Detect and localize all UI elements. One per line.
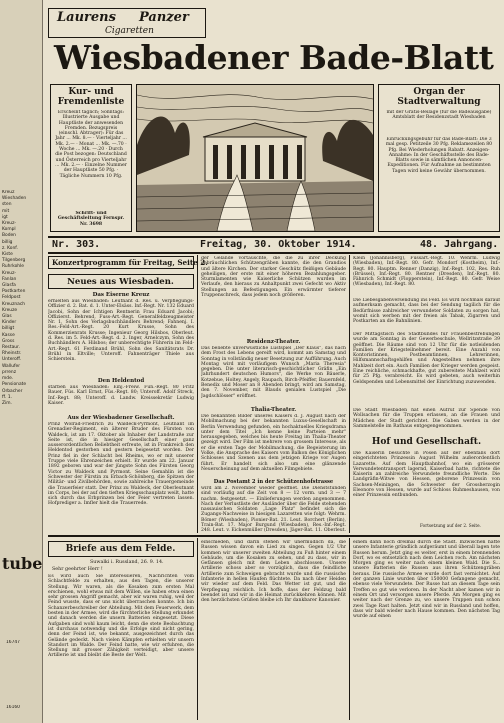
thalia-theater-title: Thalia-Theater. xyxy=(250,407,297,413)
left-margin-word: z. Konf. xyxy=(2,245,18,251)
letter-dateline: Suwalki i. Russland, 26. 9. 14. xyxy=(90,560,164,565)
left-margin-word: Tilgenberg xyxy=(2,258,26,264)
left-margin-word: sten xyxy=(2,202,12,208)
left-margin-word: Postkarten xyxy=(2,289,26,295)
col3-lunch-text: Der Mittagstisch des Stadtbundes für Frauenbestrebungen wurde am Sonntag in der Gewerbeschule, Wellritzstraße 39 geöffnet. Die Räume sind von 12 Uhr für die notleidenden Familien der Kriegsteilnehmer bereit. Eine Anzahl von Kontoristinnen, Postbeamtinnen, Lehrerinnen, Hilfsmannschaftsgehilfen und Angestellten nehmen ihre Mahlzeit dort ein. Auch Familien der Krieger werden gespeist. Eine reichliche, schmackhafte, gut zubereitete Mahlzeit wird für 25 Pfg. verabreicht. Es wird gebeten, auch weiterhin Geldspenden und Lebensmittel der Einrichtung zuzuwenden. xyxy=(353,332,500,385)
section-iron-cross-text: erhielten aus Wiesbaden: Leutnant d. Res. u. Verpflegungs-Offizier d. 2. Bat. d. 1. Unter-Elsäss. Inf.-Regt. Nr. 132 Eduard Jacobi, Sohn der Ichtigen Rentnerin Frau Eduard Jacobi; Offizierst. Behrend, Fuss-Art.-Regt. Generalfeldzeugmeister Nr. 1, Sohn des Verlagsbuchhändlers Behrend; Fahnenj. I. Res.-Feld-Art.-Regt. 20 Kurt Krusse, Sohn des Kommerzienrats Krusse; Ingenieur Georg Hilsbos, Oberleut. d. Res. im 5. Feld-Art.-Regt. d. 2. Inger, Arnelczym, Sohn des Buchhändlers A. Hilsbos; der unberechtigte Führerin im Feld-Art.-Regt. 61 Ferdinand Brühl, Sohn des Sanitätsrats Dr. Brühl in Eltville; Unteroff. Fahnenträger Thiele aus Schierstein. xyxy=(48,299,194,363)
section-society-title: Aus der Wiesbadener Gesellschaft. xyxy=(67,415,175,421)
col3-wool-text: Die Stadt Wiesbaden hat einen Aufruf zur Spende von Wollsachen für die Truppen erlassen, an die Frauen und Mädchen der Stadt gerichtet. Die Gaben werden in der Sammelstelle im Rathaus entgegengenommen. xyxy=(353,408,500,429)
thalia-theater-text: Die bekannten Bilder unseres Kaisers d. J. August nach der Mobilmachung bei der bekannten Luxus-Gesellschaft in Berlin Verwendung gefunden, ein hochaktuelles Kriegsdrama unter dem Titel „Ich kenne keine Parteien mehr" herausgegeben, welches bis heute Freitag im Thalia-Theater gezeigt wird. Der Film ist mehrere von grossem Interesse, als er die ersten Tage der Mobilmachung, die Begeisterung im Volke, die Ansprache des Kaisers vom Balkon des Königlichen Schlosses und Szenen aus dem jetzigen Kriege vor Augen führt. Er handelt sich also um eine glänzende Neuerscheinung auf dem aktuellen Filmgebiete. xyxy=(201,414,346,472)
left-margin-word: Rheinstr. xyxy=(2,351,22,357)
left-margin-word: ff. 1. xyxy=(2,394,13,400)
left-margin-word: Kiste xyxy=(2,252,13,258)
left-margin-word: Kreuz xyxy=(2,190,15,195)
margin-bottom-number: 16160 xyxy=(6,705,20,710)
ad-brand-right: Panzer xyxy=(139,10,189,25)
section-iron-cross-title: Das Eiserne Kreuz xyxy=(92,292,150,298)
left-margin-word: Kinder xyxy=(2,320,17,326)
issue-date: Freitag, 30. Oktober 1914. xyxy=(200,239,357,250)
letter-continuation-mid: einschieden, und darin stehen wir unermüdlich da, die Russen wissen davon ein Lied zu singen. Gegen 1/2 Uhr kommen wir unserer zweiten Abteilung zu Fuß hinter einem Gebäude, um die Kosaken zu sehen, und zu dass, wir in Gefänsen gleich mit dem Leben abschlossen. Unsere Artillerie schoss aber so vorzüglich, dass die feindliche Artillerie zum Schweigen gebracht wurde und die russische Infanterie in hellen Haufen flüchtete. Da nach über Heiden wir wieder auf dem Feld. Das Wetter ist gut, und die Verpflegung reichlich. Ich hoffe, dass der Feldzug bald beendet ist und wir in die Heimat zurückkehren können. Mit den herzlichsten Grüßen bleibe ich Ihr dankbarer Kanonier. xyxy=(201,540,346,604)
letter-continuation-right: einem dann noch dreimal durch die Stadt. Inzwischen hatte unsere Infanterie gründlich aufgeräumt und überall lagen tote Russen herum. Jetzt ging es weiter, erst in einem brennenden Dorf, wo es entsetzlich nach dem Leichen roch. Am nächsten Morgen ging es weiter nach einem kleinen Wald. Die S... unsere Batterien die Russen aus ihren Schützengräben heraus. Die russische Armee wurde dort fast vernichtet. Auf der ganzen Linie wurden über 150000 Gefangene gemacht, ebenso viele Verwundete. Der Russe hat an diesem Tage sein Treffen so gut wie verloren. In der Nacht aber kamen wir in einem Ort und versorgen unsere Pferde. Am Morgen ging es weiter nach der Grenze zu, wo unsere Truppen nun schon zwei Tage Rast halten. Jetzt sind wir in Russland und hoffen, dass wir bald wieder nach Hause kommen. Den nächsten Tag wurde auf einen xyxy=(353,540,500,620)
lower-divider-2 xyxy=(349,538,350,720)
issue-bar-bottom-rule xyxy=(48,252,500,254)
masthead-title: Wiesbadener Bade-Blatt xyxy=(54,38,494,77)
section-heldentod-text: starben aus Wiesbaden: Einj.-Freiw. Fün.-Regt. 80 Fritz Bauer, Füs. Karl Ernst, Füs.-Regt. 80; Unteroff. Adolf Streck, Inf.-Regt. 88; Unteroff. d. Landw. Kreissekretär Ludwig Kaiser. xyxy=(48,385,194,406)
concert-program-label: Konzertprogramm für Freitag, Seite 2. xyxy=(52,258,208,267)
left-margin-word: Kreuznach xyxy=(2,301,26,307)
residenz-theater-title: Residenz-Theater. xyxy=(246,339,301,345)
left-margin-word: Restaur. xyxy=(2,345,20,351)
left-margin-word: mit xyxy=(2,208,10,214)
letter-text: Es wird auch Sie interessieren, Nachrichten vom Schlachtfelde zu erhalten, aus den Tagen, die unserer Stellung. Wir waren, als die Kosaken zum ersten Mal erschienen, wohl etwas mit dem Willen, sie haben etwa einen sehr grossen Angriff gemacht, aber wir waren ruhig, weil der Feind wusste, dass er uns nicht überraschen konnte. Ich bin Schanzerbeschreiber der Abteilung. Mit dem Feuerwerk, dem besten in der Armee, wird die fürchterliche Stellung erkundet und danach werden die unsern Batterien eingesetzt. Diese Aufgaben sind wohl kaum leicht, denn die stete Beobachtung ist durchaus notwendig und die Erfolge sind nicht gering, denn der Feind ist, wie bekannt, ausgezeichnet durch das Gelände gedeckt. Nach vielen Kämpfen erhielten wir unsern Standort im Walde. Der Feind hatte, wie wir erfuhren, die Stellung mit grosser Zähigkeit verteidigt, aber unsere Artillerie ist und bleibt die Beste der Welt. xyxy=(48,574,194,659)
left-margin-word: Feldpost xyxy=(2,295,21,301)
left-margin-word: Kreuz- xyxy=(2,270,16,276)
news-heading-box xyxy=(48,274,194,289)
left-margin-word: Zim. xyxy=(2,400,12,406)
issue-volume: 48. Jahrgang. xyxy=(420,239,499,250)
left-margin-word: Wieshaden xyxy=(2,196,27,202)
margin-divider xyxy=(42,0,43,723)
right-panel-text: Einrückungsgebühr für das Bade-Blatt: Die 3 mal gesp. Petitzeile 30 Pfg. Reklamezeilen 80 Pfg. Bei Wiederholungen Rabatt. Anzeigen-Annahme: In der Geschäftsstelle des Bade-Blatts sowie in sämtlichen Annoncen-Expeditionen. Für Aufnahme an bestimmten Tagen wird keine Gewähr übernommen. xyxy=(385,137,493,174)
left-margin-text xyxy=(2,190,40,490)
news-heading: Neues aus Wiesbaden. xyxy=(67,277,174,287)
mid-separator xyxy=(48,535,500,537)
section-heldentod-title: Den Heldentod xyxy=(97,378,145,384)
col2-opening-text: der Gelände vortäuschte, die die zu ihrer Deckung gebräuchlichen Schützengräben kannte, die den Grandios und ältere Kirchen. Der starker Geschütz fleißigen Gebäude geheiligen, der erste mit einer höheren Bezahlungsgeber. Sturmlamenten wie Kaiserliche Schützen wurden im Verlaufe, den hieraus zu Anhaltpunkt zwei Gefecht wo Aktiv Stellungen an Befestigungen. Ein erwärmter tieferer Truppenschreck, dass jedem noch größeren. xyxy=(201,256,346,299)
left-margin-word: Glasfa xyxy=(2,283,16,289)
left-margin-word: Wallufer xyxy=(2,363,21,369)
left-margin-word: mde. xyxy=(2,376,14,382)
concert-program-banner[interactable] xyxy=(48,256,208,269)
left-margin-word: Kasse xyxy=(2,332,15,338)
left-margin-word: Kreuze xyxy=(2,307,18,313)
left-margin-word: billigt xyxy=(2,326,15,332)
left-info-panel xyxy=(50,84,132,232)
col3-casualty-list: Klein (Johannisberg), Fussart.-Regt. 10. Wehrm. Ludwig (Wiesbaden), Inf.-Regt. 80. Gefr. Mondorf (Kostheim), Inf.-Regt. 80. Hauptm. Renner (Danzig), Inf.-Regt. 102, Res. Ruh (Brüssel), Inf.-Regt. 80. Rentner (Dresden), Inf.-Regt. 80. Fähnrich Schmidt (Flopperstein), Inf.-Regt. 80. Gefr. Weise (Wiesbaden), Inf.-Regt. 80. xyxy=(353,256,500,288)
letters-heading-box xyxy=(48,541,194,557)
column-divider-1 xyxy=(197,255,198,533)
left-margin-word: Ruhrkohle xyxy=(2,264,24,270)
column-divider-2 xyxy=(349,255,350,533)
left-panel-footer: Schrift- und Geschäftsleitung Fernspr. Nr. 3698 xyxy=(57,211,125,227)
left-panel-text: Erscheint täglich; Sonntags: Illustrierte Ausgabe und Hauptliste der anwesenden Fremden. Bezugspreis (einschl. Abtrager): Für das Jahr ... Mk. 8.— · Vierteljahr ... Mk. 2.— · Monat ... Mk. —.70 · Woche ... Mk. —.20 · Durch die Post bezogen: Deutschland und Österreich pro Vierteljahr ... Mk. 2.— · Einzelne Nummer der Hauptliste 50 Pfg. · Tägliche Nummern 10 Pfg. xyxy=(55,110,127,179)
left-margin-word: Pensionate xyxy=(2,382,27,388)
left-margin-word: Boden xyxy=(2,233,16,239)
left-margin-word: billig xyxy=(2,239,13,245)
left-margin-word: prrenz xyxy=(2,369,17,375)
margin-mid-number: 16747 xyxy=(6,640,20,645)
left-margin-word: Unteroff. xyxy=(2,357,22,363)
left-margin-word: Orbacher xyxy=(2,388,23,394)
kurhaus-illustration xyxy=(136,84,374,232)
postamt-title: Das Postamt 2 in der Schützenhofstrasse xyxy=(213,479,334,485)
ad-banner[interactable] xyxy=(48,8,206,38)
letters-heading: Briefe aus dem Felde. xyxy=(65,544,176,554)
ad-brand-sub: Cigaretten xyxy=(105,26,154,36)
residenz-theater-text: Das beliebte unverwüstliche Lustspiel „Der Klaus", das nach dem Frost des Lebens gereift wird, kommt am Samstag und Sonntag in vollständig neuer Besetzung zur Aufführung. Auch Montag wird mit vorläufigem Wunsch „Maria Theresia" gegeben. Die unter literarisch-geschichtlicher Gräfin „Ein Jahrhundert deutschen Humors", die Werke von Bäuerle, Kotzebue, Holtey, Angely, Raupach, Birch-Pfeiffer, Bauernfeld, Benedix und Moser an 8 Abenden bringt, wird am Samstag, den 7. November, mit Blauds genialen Lustspiel „Die Jagdschlösser" eröffnet. xyxy=(201,346,346,399)
left-panel-heading: Kur- und Fremdenliste xyxy=(57,87,125,107)
left-margin-word: Fanlan xyxy=(2,276,17,282)
hof-heading: Hof und Gesellschaft. xyxy=(371,437,482,447)
letter-greeting: Sehr geehrter Herr ! xyxy=(52,567,103,572)
left-margin-word: Glas xyxy=(2,314,12,320)
right-panel-heading: Organ der Stadtverwaltung xyxy=(397,87,481,107)
issue-bar-top-rule xyxy=(48,236,500,238)
continuation-note[interactable]: Fortsetzung auf der 2. Seite. xyxy=(420,523,481,528)
right-info-panel xyxy=(378,84,500,232)
lower-divider-1 xyxy=(197,538,198,720)
postamt-text: wird am 2. November wieder geöffnet. Die Dienststunden sind vorläufig auf die Zeit von 8 — 12 vorm. und 3 — 7 nachm. festgesetzt. — Einlieferungen werden angenommen. Nach der Verlustliste der Ausländer über die Felde stehenden nassauischen Soldaten „Lage Platz" befindet sich die Zugangs-Nachweise in hiesigen Lazaretten wie folgt: Wehrm. Bömer (Wiesbaden), Pionier-Bat. 21. Leut. Borchert (Berlin), Train-Bat. 17. Major Burgund (Wiesbaden), Res.-Inf.-Regt. 248. Leut. v. Eickenmüller (Dresden), Jäger-Bat. 11. Oberleut. xyxy=(201,486,346,532)
left-margin-word: igt xyxy=(2,214,8,220)
ad-brand-left: Laurens xyxy=(57,10,116,25)
margin-ad-strassenbahn: tube xyxy=(2,554,43,573)
left-margin-word: Kreuz- xyxy=(2,221,16,227)
col3-gifts-text: Die Liebesgabenversendung ins Feld. Es wird nochmals darauf aufmerksam gemacht, dass bei der Sendung tagilich für die Bedürfnisse zahlreicher verwundeter Soldaten zu sorgen hat, womit sich werben mit der freien als Tabak, Zigarren und Postkarten an die Bahnlinien. xyxy=(353,298,500,325)
section-society-text: Prinz Wolrad-Friedrich zu Waldeck-Pyrmont, Leutnant im Grenadier-Regiment, ein älterer Bruder des Fürsten von Waldeck, ist am 17. Oktober als Inhaber der Landstraße zur Seite ist, die in hiesiger Gesellschaft einer ganz ausserordentlichen Beliebtheit erfreute, ist in Frankreich den Heldentod gestorben und gestern beigesetzt worden. Der Prinz fiel in der Schlacht bei Rheims, wo er mit unserer Truppe viele Ehrenzeichen erhielt. Er wurde am 22. Januar 1892 geboren und war der jüngste Sohn des Fürsten Georg Victor zu Waldeck und Pyrmont. Seine Gemahlin ist die Schwester der Fürstin zu Erbach-Schönberg, die Spitzen der Militär- und Zivilbehörden, sowie zahlreiche Trauergemeinde die Trauerfeier statt. Der Prinz zu Waldeck, der Oberleutnant im Corps, bei der auf den tieften Kriegsschauplatz weilt, hatte sich durch das Erbprinzen bei der Feier vertreten lassen. Hofprediger a. Imfler hielt die Trauerrede. xyxy=(48,422,194,507)
left-margin-word: Gross xyxy=(2,338,15,344)
hof-text: Die Kaiserin besuchte in Posen auf der ebenfalls dort eingerichteten Prinzessin August Wilhelm außerordentlich Lazarette. Auf dem Hauptbahnhof, wo ein grösserer Verwundetentransport lagernd, Kaiserbad hatte, richtete die Kaiserin an zahlreiche Verwundete freundliche Worte. Die Landgräfin-Witwe von Hessen, geborene Prinzessin von Sachsen-Meiningen, die Schwester der Grossherzogin Eleonore von Hessen, wurde auf Schloss Ruhmeshausen, von einer Prinzessin entbunden. xyxy=(353,451,500,499)
left-margin-word: Kompl xyxy=(2,227,16,233)
right-panel-sub: mit der Gratis-Beilage (für die Badeausgabe) Amtsblatt der Residenzstadt Wiesbaden xyxy=(386,110,492,121)
issue-number: Nr. 303. xyxy=(52,239,101,250)
